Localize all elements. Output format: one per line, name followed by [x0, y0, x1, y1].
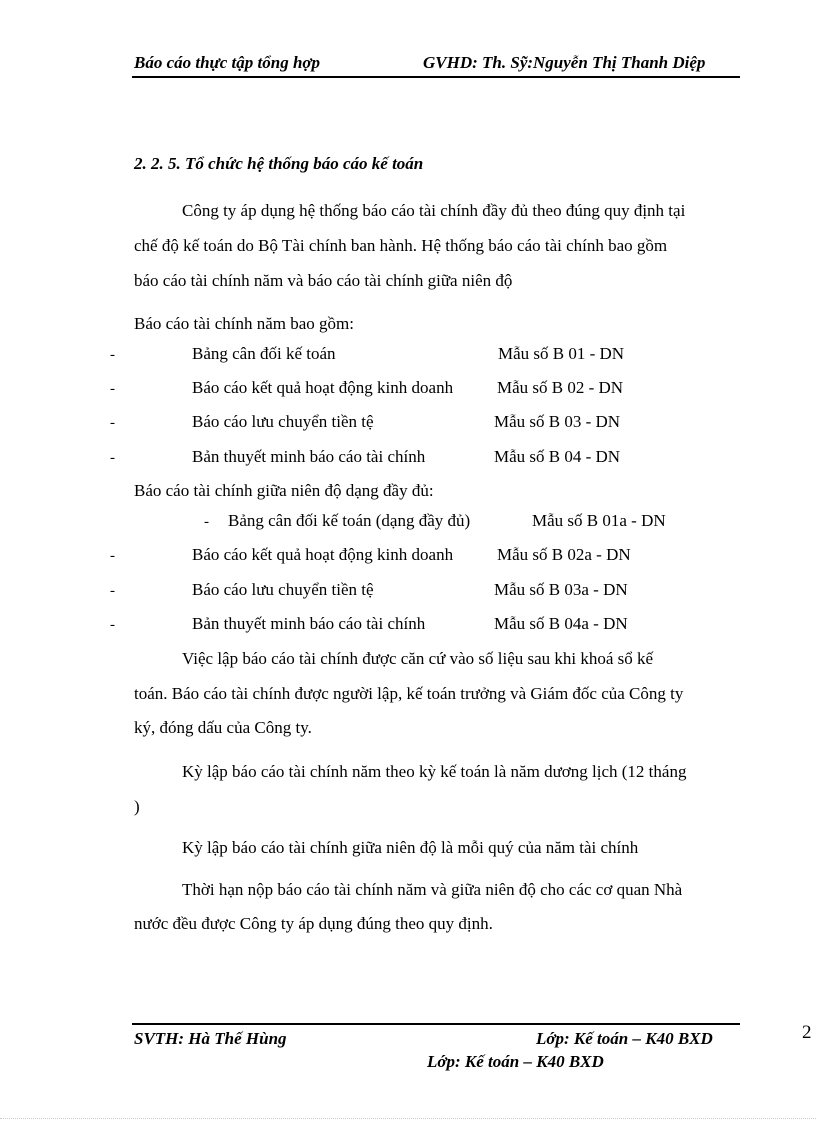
bullet-dash: -: [110, 347, 115, 363]
report-form: Mẫu số B 01a - DN: [532, 511, 666, 530]
report-name: Bản thuyết minh báo cáo tài chính: [192, 614, 426, 633]
footer-left: SVTH: Hà Thế Hùng: [134, 1029, 287, 1048]
interim-title: Báo cáo tài chính giữa niên độ dạng đầy đủ:: [134, 481, 434, 500]
report-form: Mẫu số B 02a - DN: [497, 545, 631, 564]
report-form: Mẫu số B 01 - DN: [498, 344, 625, 363]
intro-line-3: báo cáo tài chính năm và báo cáo tài chính giữa niên độ: [134, 271, 513, 290]
period-line-1: Kỳ lập báo cáo tài chính năm theo kỳ kế toán là năm dương lịch (12 tháng: [182, 762, 687, 781]
report-name: Báo cáo lưu chuyển tiền tệ: [192, 412, 374, 431]
bullet-dash: -: [110, 617, 115, 633]
prepare-line-1: Việc lập báo cáo tài chính được căn cứ vào số liệu sau khi khoá sổ kế: [182, 649, 654, 668]
report-form: Mẫu số B 03 - DN: [494, 412, 621, 431]
bullet-dash: -: [204, 514, 209, 530]
interim-period-line: Kỳ lập báo cáo tài chính giữa niên độ là mỗi quý của năm tài chính: [182, 838, 639, 857]
report-name: Báo cáo lưu chuyển tiền tệ: [192, 580, 374, 599]
report-name: Báo cáo kết quả hoạt động kinh doanh: [192, 378, 454, 397]
bullet-dash: -: [110, 381, 115, 397]
report-name: Báo cáo kết quả hoạt động kinh doanh: [192, 545, 454, 564]
deadline-line-1: Thời hạn nộp báo cáo tài chính năm và giữa niên độ cho các cơ quan Nhà: [182, 880, 683, 899]
header-rule: [132, 76, 740, 78]
prepare-line-3: ký, đóng dấu của Công ty.: [134, 718, 312, 737]
bullet-dash: -: [110, 415, 115, 431]
section-heading: 2. 2. 5. Tổ chức hệ thống báo cáo kế toán: [134, 154, 424, 173]
report-name: Bảng cân đối kế toán: [192, 344, 336, 363]
footer-right: Lớp: Kế toán – K40 BXD: [536, 1029, 713, 1048]
report-form: Mẫu số B 03a - DN: [494, 580, 628, 599]
intro-line-2: chế độ kế toán do Bộ Tài chính ban hành. Hệ thống báo cáo tài chính bao gồm: [134, 236, 668, 255]
header-right: GVHD: Th. Sỹ:Nguyễn Thị Thanh Diệp: [423, 53, 706, 72]
header-left: Báo cáo thực tập tổng hợp: [134, 53, 321, 72]
report-form: Mẫu số B 04a - DN: [494, 614, 628, 633]
deadline-line-2: nước đều được Công ty áp dụng đúng theo quy định.: [134, 914, 493, 933]
page-number: 2: [802, 1022, 812, 1043]
footer-right-repeat: Lớp: Kế toán – K40 BXD: [427, 1052, 604, 1071]
period-line-2: ): [134, 797, 140, 816]
bottom-divider: [0, 1118, 816, 1119]
report-name: Bảng cân đối kế toán (dạng đầy đủ): [228, 511, 471, 530]
prepare-line-2: toán. Báo cáo tài chính được người lập, kế toán trưởng và Giám đốc của Công ty: [134, 684, 684, 703]
bullet-dash: -: [110, 548, 115, 564]
footer-rule: [132, 1023, 740, 1025]
intro-line-1: Công ty áp dụng hệ thống báo cáo tài chính đầy đủ theo đúng quy định tại: [182, 201, 686, 220]
report-form: Mẫu số B 04 - DN: [494, 447, 621, 466]
bullet-dash: -: [110, 583, 115, 599]
bullet-dash: -: [110, 450, 115, 466]
report-form: Mẫu số B 02 - DN: [497, 378, 624, 397]
annual-title: Báo cáo tài chính năm bao gồm:: [134, 314, 354, 333]
report-name: Bản thuyết minh báo cáo tài chính: [192, 447, 426, 466]
